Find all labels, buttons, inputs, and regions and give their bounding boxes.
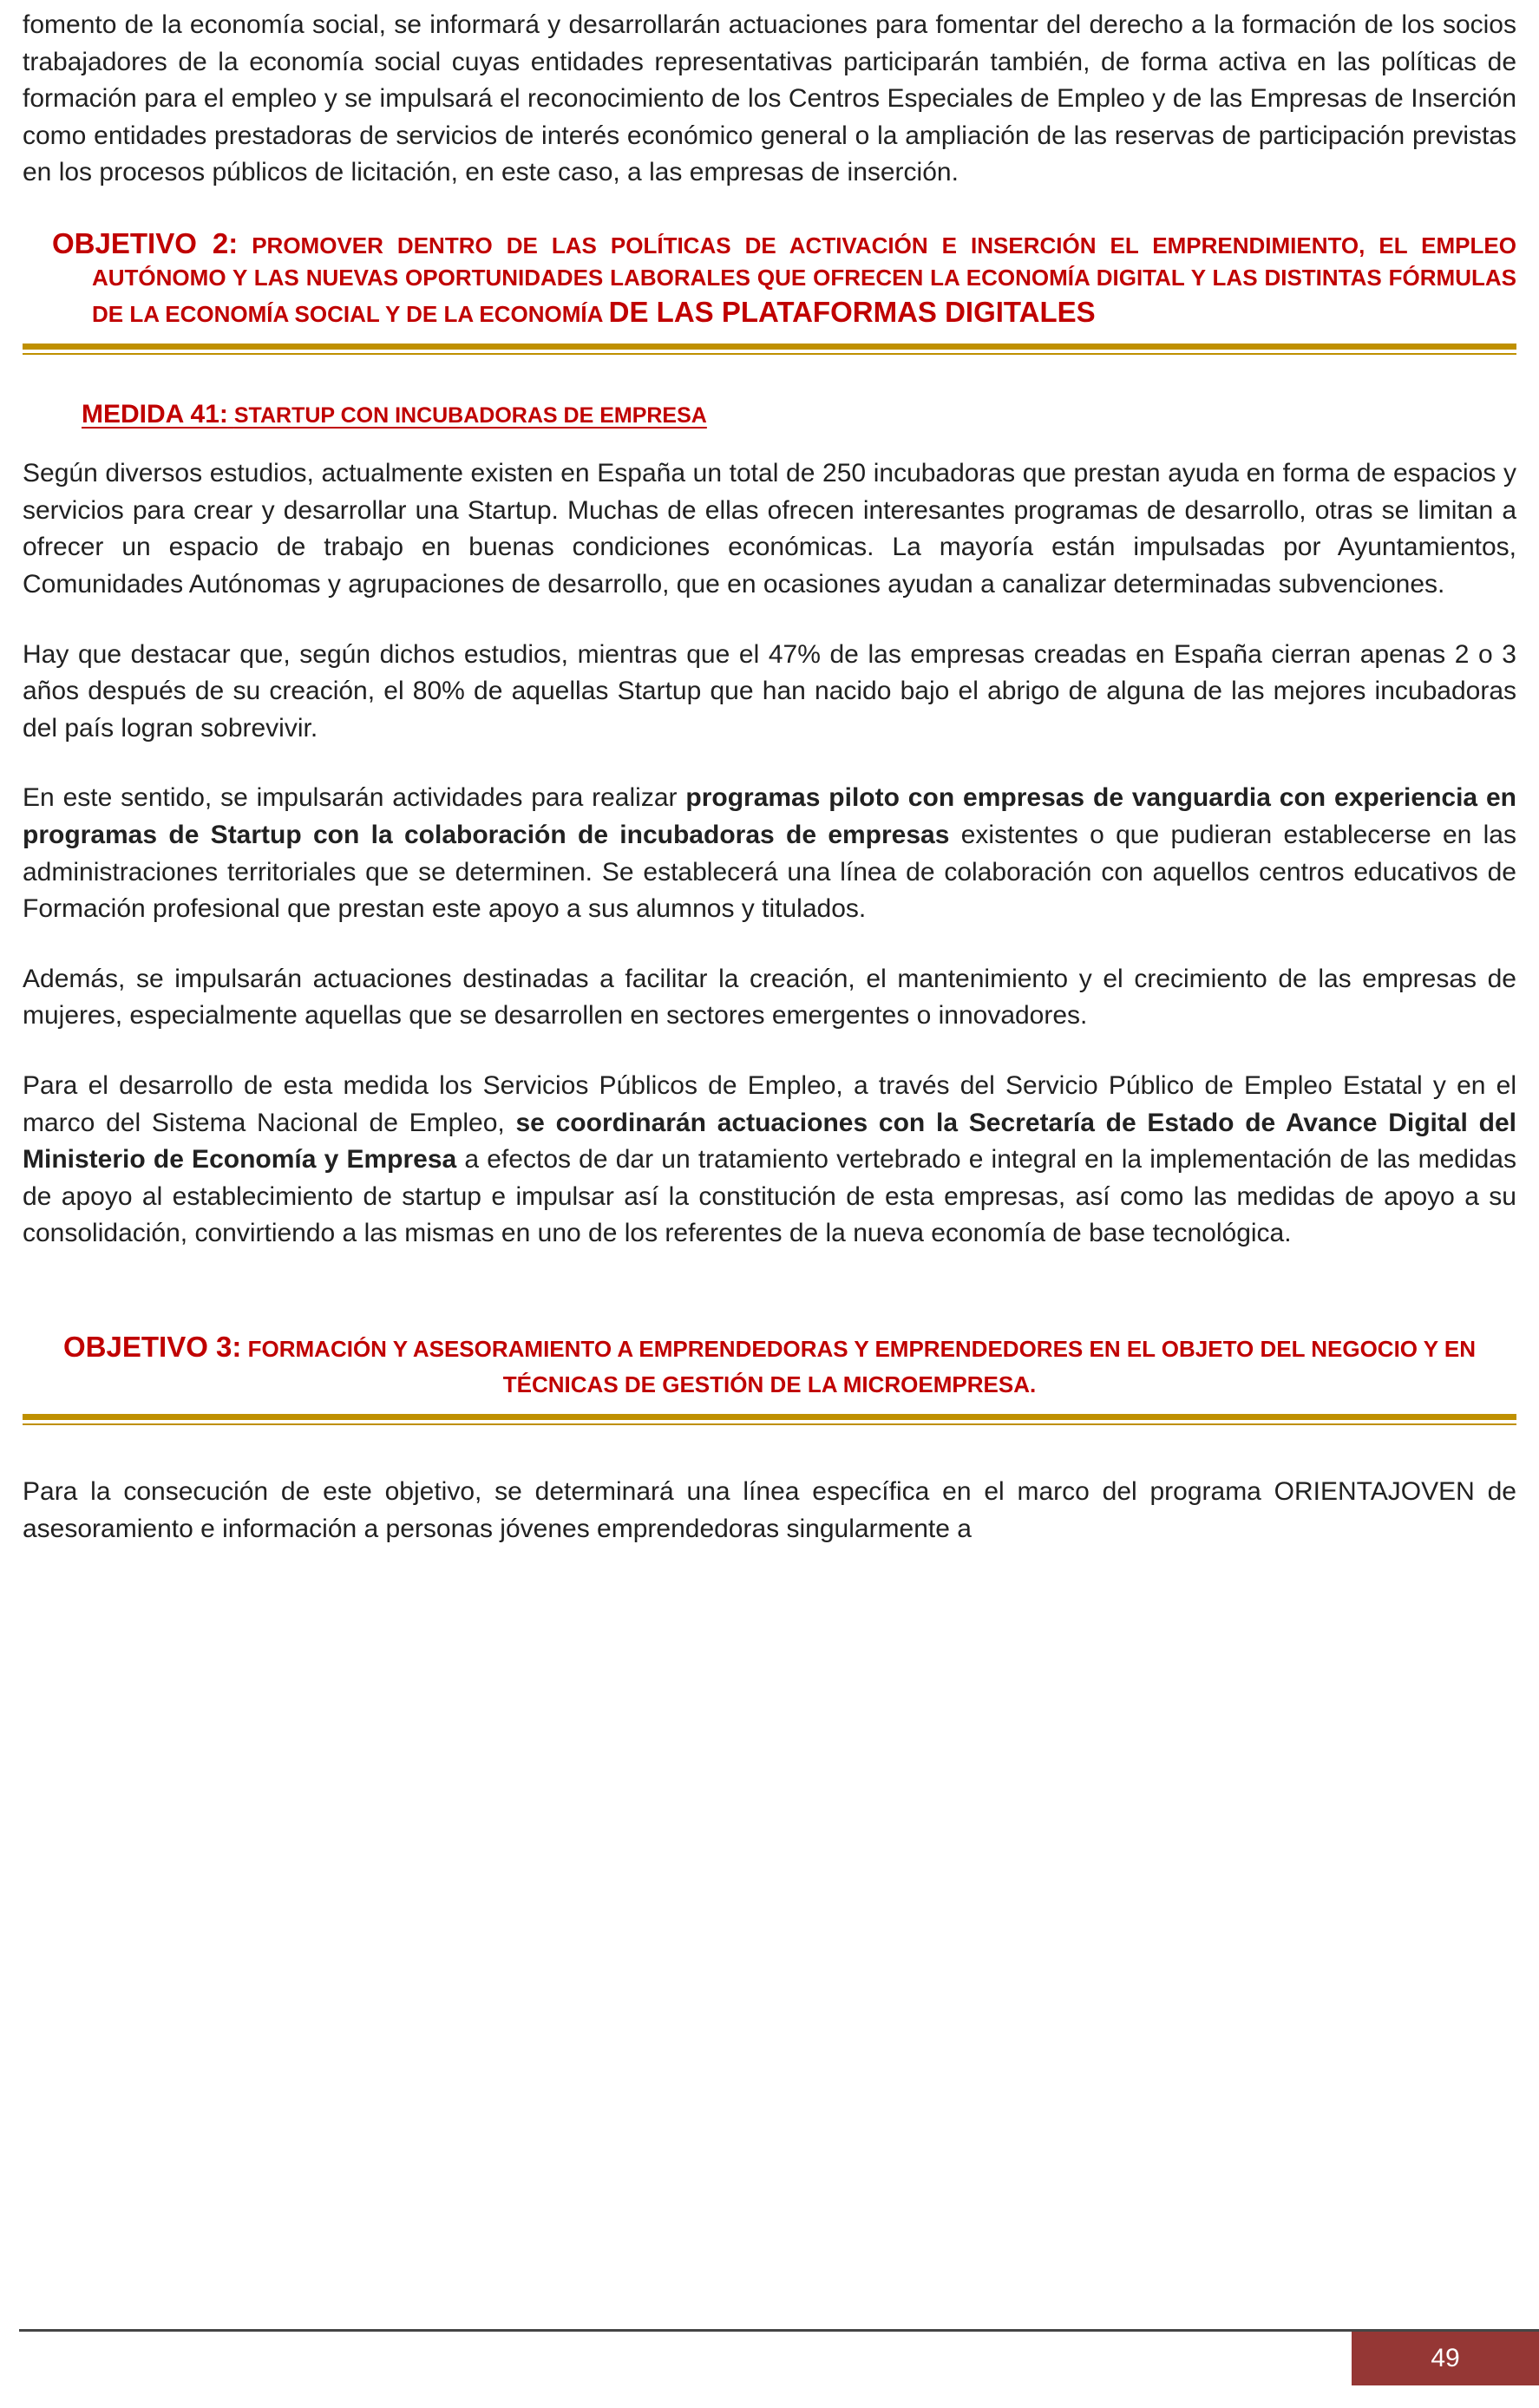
text-segment-bold: programas piloto con empresas de vanguardia con experiencia en programas de Startup con la colaboración de incubadoras de empresas [23, 783, 1516, 849]
text-segment: En este sentido, se impulsarán actividades para realizar [23, 783, 678, 813]
medida-41-label: MEDIDA 41: [82, 400, 228, 429]
paragraph-orientajoven: Para la consecución de este objetivo, se determinará una línea específica en el marco del programa ORIENTAJOVEN de asesoramiento e información a personas jóvenes emprendedoras singularmente a [23, 1477, 1516, 1544]
text-segment: existentes o que pudieran establecerse en las administraciones territoriales que se determinen. Se establecerá una línea de colaboración con aquellos centros educativos de Formación profesional que prestan este apoyo a sus alumnos y titulados. [23, 820, 1516, 924]
paragraph-empresas-mujeres: Además, se impulsarán actuaciones destinadas a facilitar la creación, el mantenimiento y el crecimiento de las empresas de mujeres, especialmente aquellas que se desarrollen en sectores emergentes o innovadores. [23, 964, 1516, 1031]
objetivo-3-label: OBJETIVO 3: [63, 1330, 242, 1363]
paragraph-desarrollo-medida [23, 1068, 1516, 1253]
gold-divider-objetivo-2 [23, 344, 1516, 355]
objetivo-2-text: PROMOVER DENTRO DE LAS POLÍTICAS DE ACTIVACIÓN E INSERCIÓN EL EMPRENDIMIENTO, EL EMPLEO AUTÓNOMO Y LAS NUEVAS OPORTUNIDADES LABORALES QUE OFRECEN LA ECONOMÍA DIGITAL Y LAS DISTINTAS FÓRMULAS DE LA ECONOMÍA SOCIAL Y DE LA ECONOMÍA [92, 232, 1516, 328]
text-segment: Para el desarrollo de esta medida los Servicios Públicos de Empleo, a través del Servicio Público de Empleo Estatal y en el marco del Sistema Nacional de Empleo, [23, 1070, 1516, 1137]
medida-41-title: STARTUP CON INCUBADORAS DE EMPRESA [233, 403, 707, 429]
text-segment-bold: se coordinarán actuaciones con la Secretaría de Estado de Avance Digital del Ministerio de Economía y Empresa [23, 1108, 1516, 1175]
page-number-badge [1352, 2332, 1539, 2385]
objetivo-2-text-large: DE LAS PLATAFORMAS DIGITALES [608, 296, 1096, 329]
footer-divider [19, 2329, 1539, 2332]
paragraph-incubadoras: Según diversos estudios, actualmente existen en España un total de 250 incubadoras que prestan ayuda en forma de espacios y servicios para crear y desarrollar una Startup. Muchas de ellas ofrecen interesantes programas de desarrollo, otras se limitan a ofrecer un espacio de trabajo en buenas condiciones económicas. La mayoría están impulsadas por Ayuntamientos, Comunidades Autónomas y agrupaciones de desarrollo, que en ocasiones ayudan a canalizar determinadas subvenciones. [23, 459, 1516, 599]
objetivo-3-text: FORMACIÓN Y ASESORAMIENTO A EMPRENDEDORAS Y EMPRENDEDORES EN EL OBJETO DEL NEGOCIO Y EN TÉCNICAS DE GESTIÓN DE LA MICROEMPRESA. [247, 1335, 1476, 1398]
objetivo-3-heading [49, 1325, 1490, 1403]
paragraph-intro: fomento de la economía social, se informará y desarrollarán actuaciones para fomentar del derecho a la formación de los socios trabajadores de la economía social cuyas entidades representativas participarán también, de forma activa en las políticas de formación para el empleo y se impulsará el reconocimiento de los Centros Especiales de Empleo y de las Empresas de Inserción como entidades prestadoras de servicios de interés económico general o la ampliación de las reservas de participación previstas en los procesos públicos de licitación, en este caso, a las empresas de inserción. [23, 10, 1516, 187]
gold-divider-objetivo-3 [23, 1414, 1516, 1425]
text-segment: a efectos de dar un tratamiento vertebrado e integral en la implementación de las medidas de apoyo al establecimiento de startup e impulsar así la constitución de esta empresas, así como las medidas de apoyo a su consolidación, convirtiendo a las mismas en uno de los referentes de la nueva economía de base tecnológica. [23, 1145, 1516, 1248]
paragraph-estadisticas: Hay que destacar que, según dichos estudios, mientras que el 47% de las empresas creadas en España cierran apenas 2 o 3 años después de su creación, el 80% de aquellas Startup que han nacido bajo el abrigo de alguna de las mejores incubadoras del país logran sobrevivir. [23, 639, 1516, 743]
objetivo-2-heading [23, 225, 1516, 331]
objetivo-2-label: OBJETIVO 2: [52, 226, 239, 259]
paragraph-programas-piloto [23, 780, 1516, 927]
page-number: 49 [1431, 2344, 1460, 2372]
medida-41-heading [82, 400, 1516, 429]
